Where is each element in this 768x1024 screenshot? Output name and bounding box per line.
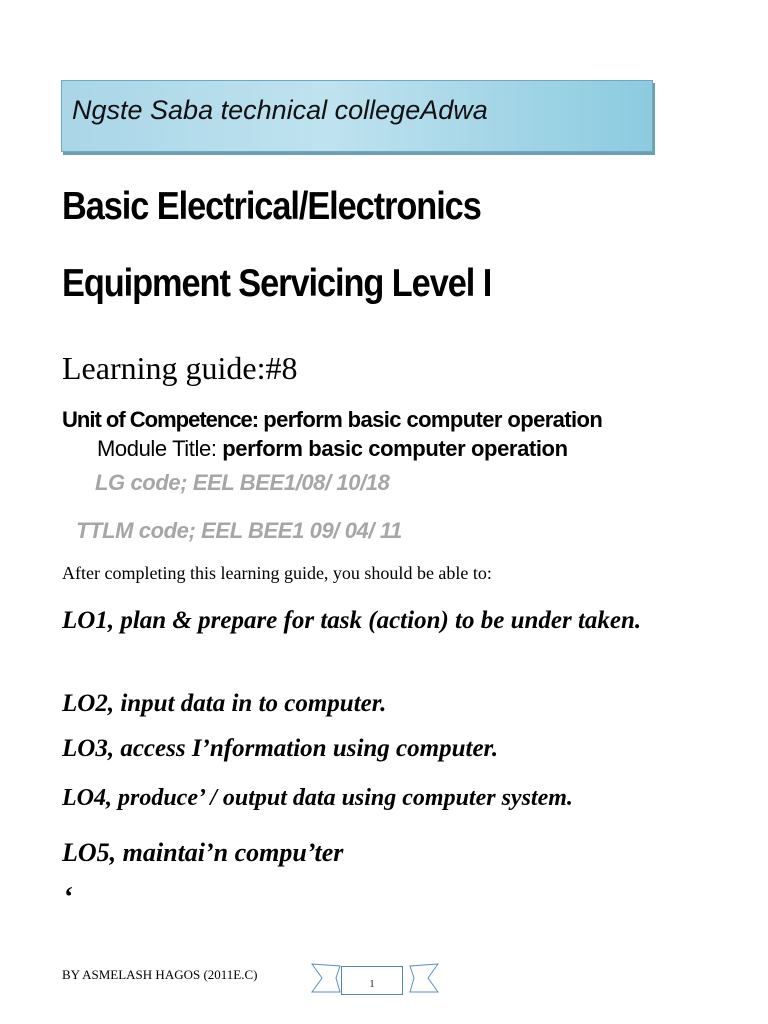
unit-of-competence — [62, 407, 602, 433]
course-title-line2: Equipment Servicing Level I — [62, 262, 492, 305]
unit-value: perform basic computer operation — [263, 407, 603, 432]
learning-outcome-1: LO1, plan & prepare for task (action) to be under taken. — [62, 607, 642, 634]
module-value: perform basic computer operation — [222, 436, 568, 461]
learning-outcome-3: LO3, access I’nformation using computer. — [62, 735, 499, 762]
lg-code: LG code; EEL BEE1/08/ 10/18 — [95, 470, 390, 495]
intro-text: After completing this learning guide, you should be able to: — [62, 563, 492, 583]
module-title — [97, 436, 568, 462]
unit-label: Unit of Competence: — [62, 407, 264, 432]
page-number: 1 — [341, 966, 403, 995]
learning-outcome-5: LO5, maintai’n compu’ter — [62, 838, 344, 867]
footer-author: BY ASMELASH HAGOS (2011E.C) — [62, 967, 258, 982]
learning-outcome-4: LO4, produce’ / output data using computer system. — [62, 785, 573, 811]
college-name: Ngste Saba technical collegeAdwa — [72, 95, 488, 125]
college-banner — [61, 80, 653, 152]
module-label: Module Title: — [97, 436, 223, 461]
learning-guide-label: Learning guide:#8 — [62, 350, 298, 386]
stray-quote-mark: ‘ — [64, 882, 74, 913]
course-title-line1: Basic Electrical/Electronics — [62, 185, 481, 228]
learning-outcome-2: LO2, input data in to computer. — [62, 690, 387, 717]
ttlm-code: TTLM code; EEL BEE1 09/ 04/ 11 — [76, 518, 402, 543]
